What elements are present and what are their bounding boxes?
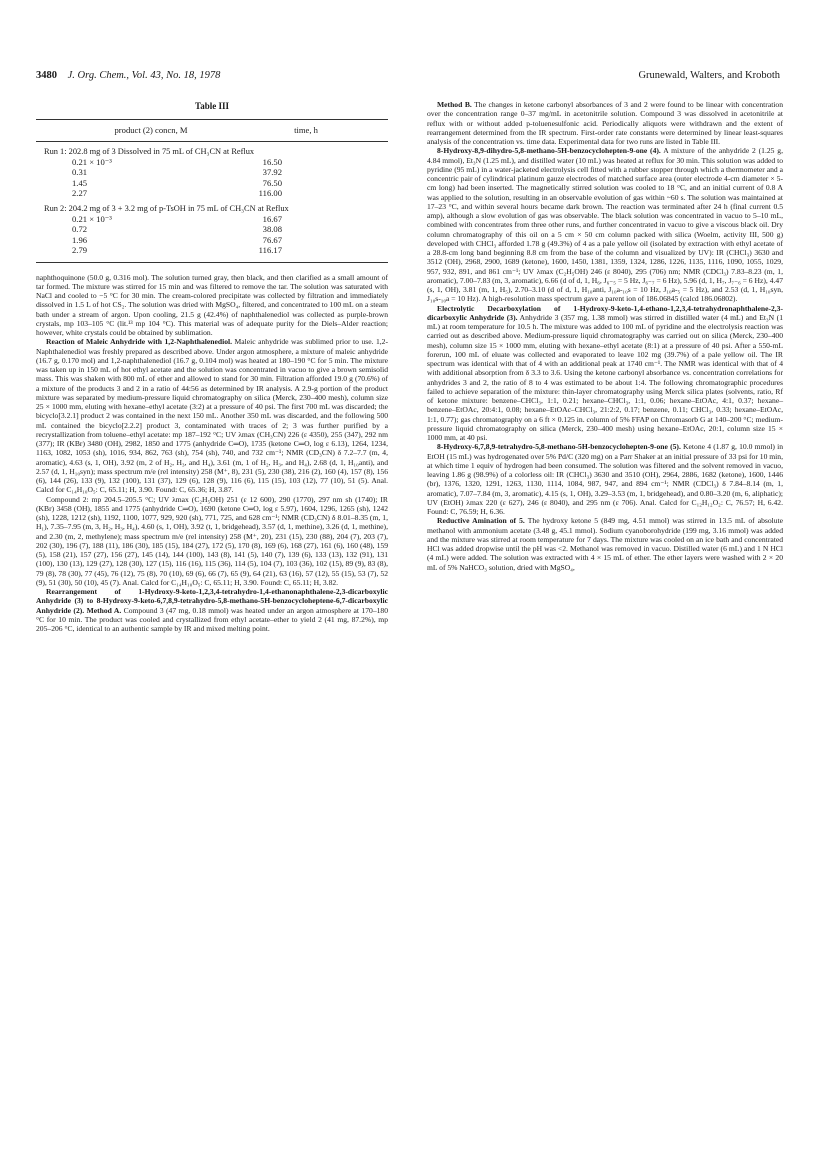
table-iii xyxy=(36,102,388,263)
section-heading: Rearrangement of 1-Hydroxy-9-keto-1,2,3,4-tetrahydro-1,4-ethanonaphthalene-2,3-dicarboxylic Anhydride (3) to 8-Hydroxy-9-keto-6,7,8,9-tetrahydro-5,8-methano-5H-benzocycloheptene-6,7-dicarboxylic Anhydride (2). Method A. xyxy=(36,587,388,615)
table-row xyxy=(36,245,388,256)
time-cell: 16.67 xyxy=(262,213,282,224)
run-caption: Run 1: 202.8 mg of 3 Dissolved in 75 mL of CH₃CN at Reflux xyxy=(44,146,255,156)
paragraph-text: The hydroxy ketone 5 (849 mg, 4.51 mmol) was stirred in 13.5 mL of absolute methanol with ammonium acetate (3.48 g, 45.1 mmol). Sodium cyanoborohydride (199 mg, 3.16 mmol) was added and the mixture was stirred at room temperature for 7 days. The mixture was cooled on an ice bath and concentrated HCl was added dropwise until the pH was <2. Methanol was removed in vacuo. Distilled water (6 mL) and 1 N HCl (4 mL) were added. The solution was extracted with 4 × 15 mL of ether. The ether layers were washed with 2 × 20 mL of 5% NaHCO₃ solution, dried with MgSO₄, xyxy=(427,516,784,572)
section-heading: 8-Hydroxy-8,9-dihydro-5,8-methano-5H-benzocyclohepten-9-one (4). xyxy=(437,146,661,156)
time-cell: 116.17 xyxy=(258,245,282,255)
paragraph-maleic-anhydride xyxy=(36,337,388,494)
time-cell: 76.50 xyxy=(262,177,282,188)
paragraph-text: The changes in ketone carbonyl absorbances of 3 and 2 were found to be linear with concentration over the concentration range 0–37 mg/mL in acetonitrile solution. Compound 3 was dissolved in acetonitrile at reflux with or without added p-toluenesulfonic acid. Periodically aliquots were withdrawn and the extent of rearrangement determined from the IR spectrum. First-order rate constants were determined by linear least-squares analysis of the concentration vs. time data. Experimental data for two runs are listed in Table III. xyxy=(427,100,784,146)
page-number: 3480 xyxy=(36,70,57,81)
table-col-concn: product (2) concn, M xyxy=(114,125,188,136)
section-heading: Reductive Amination of 5. xyxy=(437,516,525,526)
table-col-time: time, h xyxy=(294,125,318,136)
paragraph-naphthoquinone: naphthoquinone (50.0 g, 0.316 mol). The solution turned gray, then black, and then clarified as a small amount of tar formed. The mixture was stirred for 15 min and was filtered to remove the tar. The solution was saturated with NaCl and cooled to −5 °C for 30 min. The cream-colored precipitate was collected by filtration and immediately dissolved in 1.5 L of hot CS₂. The solution was dried with MgSO₄, filtered, and concentrated to 100 mL on a steam bath under a stream of argon. Upon cooling, 21.5 g (42.4%) of naphthalenediol was collected as purple-brown crystals, mp 103–105 °C (lit.¹³ mp 104 °C). This material was of adequate purity for the Diels–Alder reaction; however, white crystals could be obtained by sublimation. xyxy=(36,272,388,337)
table-header-rule xyxy=(36,141,388,142)
concn-cell: 2.27 xyxy=(72,188,88,198)
table-row xyxy=(36,235,388,246)
page-header xyxy=(36,70,780,84)
run-caption: Run 2: 204.2 mg of 3 + 3.2 mg of p-TsOH in 75 mL of CH₃CN at Reflux xyxy=(44,203,289,213)
concn-cell: 1.96 xyxy=(72,234,88,245)
concn-cell: 0.21 × 10⁻³ xyxy=(72,213,112,224)
table-run-2 xyxy=(36,204,388,256)
section-heading: 8-Hydroxy-6,7,8,9-tetrahydro-5,8-methano-5H-benzocyclohepten-9-one (5). xyxy=(437,442,681,452)
time-cell: 38.08 xyxy=(262,224,282,234)
paragraph-compound-2: Compound 2: mp 204.5–205.5 °C; UV λmax (C₂H₅OH) 251 (ε 12 600), 290 (1770), 297 nm sh (1740); IR (KBr) 3458 (OH), 1855 and 1775 (anhydride C═O), 1690 (ketone C═O, log ε 5.97), 1604, 1296, 1265 (sh), 1242 (sh), 1228, 1212 (sh), 1192, 1100, 1077, 929, 920 (sh), 771, 725, and 628 cm⁻¹; NMR (CD₃CN) δ 8.01–8.35 (m, 1, H₁), 7.35–7.95 (m, 3, H₂, H₃, H₄), 4.60 (s, 1, OH), 3.92 (t, 1, bridgehead), 3.57 (d, 1, methine), 3.26 (d, 1, methine), and 2.30 (m, 2, methylene); mass spectrum m/e (rel intensity) 258 (M⁺, 20), 231 (15), 230 (88), 204 (7), 203 (7), 202 (30), 196 (7), 188 (11), 186 (30), 185 (15), 184 (27), 172 (5), 170 (8), 169 (6), 168 (27), 161 (6), 160 (48), 159 (5), 158 (21), 157 (27), 156 (27), 145 (14), 144 (100), 143 (8), 141 (5), 140 (7), 139 (6), 133 (13), 132 (91), 131 (100), 130 (13), 129 (27), 128 (30), 127 (15), 116 (16), 115 (36), 114 (5), 104 (7), 103 (36), 102 (15), 89 (9), 83 (8), 79 (8), 78 (30), 77 (45), 76 (12), 75 (8), 70 (10), 69 (6), 66 (7), 65 (9), 64 (21), 63 (16), 57 (12), 55 (15), 53 (7), 52 (9), 51 (30), 50 (10), 45 (7). Anal. Calcd for C₁₄H₁₀O₅: C, 65.11; H, 3.90. Found: C, 65.11; H, 3.82. xyxy=(36,494,388,587)
table-row xyxy=(36,178,388,189)
paragraph-text: Maleic anhydride was sublimed prior to use. 1,2-Naphthalenediol was freshly prepared as described above. Under argon atmosphere, a mixture of maleic anhydride (16.7 g, 0.170 mol) and 1,2-naphthalenediol (16.7 g, 0.104 mol) was heated at 180–190 °C for 5 min. The mixture was taken up in 150 mL of hot ethyl acetate and the solution was concentrated in vacuo to give a brown semisolid mass. This was shaken with 800 mL of ether and allowed to stand for 30 min. Filtration afforded 19.0 g (70.6%) of a mixture of the products 3 and 2 in a ratio of 44:56 as determined by IR analysis. A 2.9-g portion of the product mixture was separated by medium-pressure liquid chromatography on silica (Merck, 230–400 mesh), column size 25 × 1000 mm, eluting with hexane–ethyl acetate (3:2) at a pressure of 40 psi. The first 700 mL was discarded; the bicyclo[3.2.1] product 2 was contained in the next 150 mL. Another 350 mL was discarded, and the following 500 mL contained the bicyclo[2.2.2] product 3, contaminated with traces of 2; 3 was further purified by a recrystallization from toluene–ethyl acetate: mp 187–192 °C; UV λmax (CH₃CN) 226 (ε 4350), 255 (347), 292 nm (377); IR (KBr) 3480 (OH), 2982, 1850 and 1775 (anhydride C═O), 1735 (ketone C═O, log ε 6.13), 1264, 1234, 1163, 1082, 1053 (sh), 1016, 934, 862, 763 (sh), 754 (sh), 740, and 732 cm⁻¹; NMR (CD₃CN) δ 7.2–7.7 (m, 4, aromatic), 4.63 (s, 1, OH), 3.92 (m, 2 of H₂, H₃, and H₄), 3.61 (m, 1 of H₂, H₃, and H₄), 2.68 (d, 1, H₁₀anti), and 2.57 (d, 1, H₁₀syn); mass spectrum m/e (rel intensity) 258 (M⁺, 8), 231 (5), 230 (38), 216 (2), 160 (4), 157 (8), 156 (6), 144 (26), 133 (9), 132 (100), 131 (37), 129 (6), 128 (9), 116 (6), 115 (15), 103 (12), 77 (10), 51 (5). Anal. Calcd for C₁₄H₁₀O₅: C, 65.11; H, 3.90. Found: C, 65.36; H, 3.87. xyxy=(36,337,389,495)
paragraph-method-b xyxy=(427,100,783,146)
table-bottom-rule xyxy=(36,262,388,263)
paragraph-text: A mixture of the anhydride 2 (1.25 g, 4.84 mmol), Et₃N (1.25 mL), and distilled water (10 mL) was heated at reflux for 30 min. This solution was added to pyridine (95 mL) in a water-jacketed electrolysis cell fitted with a rubber stopper through which a thermometer and a concentric pair of cylindrical platinum gauze electrodes of matched surface area (outer electrode 4-cm diameter × 5-cm long) had been inserted. The magnetically stirred solution was cooled to 18 °C, and an initial current of 0.8 A was applied to the solution, resulting in an observable evolution of gas within ~60 s. The solution was maintained at 17–23 °C, and within several hours became dark brown. The reaction was terminated after 24 h (final current 0.5 amp), although a slow evolution of gas was observable. The black solution was concentrated in vacuo to 5–10 mL, combined with concentrates from three other runs, and further concentrated in vacuo to give a viscous black oil. Dry column chromatography of this oil on a 5 cm × 50 cm column packed with silica (Woelm, activity III, 500 g) developed with CHCl₃ afforded 1.78 g (49.3%) of 4 as a pale yellow oil (isolated by extraction with ethyl acetate of a 28.8-cm long band beginning 8.8 cm from the base of the column and visualized by UV): IR (CHCl₃) 3630 and 3512 (OH), 2968, 2900, 1689 (ketone), 1600, 1450, 1381, 1359, 1324, 1286, 1226, 1135, 1116, 1090, 1055, 1029, 957, 932, 891, and 861 cm⁻¹; UV λmax (C₂H₅OH) 246 (ε 8040), 295 (706) nm; NMR (CDCl₃) 7.83–8.23 (m, 1, aromatic), 7.00–7.83 (m, 3, aromatic), 6.66 (d of d, 1, H₆, J₆₋₅ = 5 Hz, J₆₋₇ = 6 Hz), 5.96 (d, 1, H₇, J₇₋₆ = 6 Hz), 4.47 (s, 1, OH), 3.81 (m, 1, H₅), 2.70–3.10 (d of d, 1, H₁₀anti, J₁₀a-₁₀s = 10 Hz, J₁₀a-₅ = 5 Hz), and 2.53 (d, 1, H₁₀syn, J₁₀s-₁₀a = 10 Hz). A high-resolution mass spectrum gave a parent ion of 186.06845 (calcd 186.06802). xyxy=(427,146,783,304)
table-title: Table III xyxy=(195,101,229,111)
time-cell: 37.92 xyxy=(262,167,282,177)
paragraph-compound-5 xyxy=(427,442,783,516)
paragraph-text: Ketone 4 (1.87 g, 10.0 mmol) in EtOH (15 mL) was hydrogenated over 5% Pd/C (320 mg) on a Parr Shaker at an initial pressure of 33 psi for 10 min, at which time 1 equiv of hydrogen had been consumed. The solution was filtered and the solvent removed in vacuo, leaving 1.86 g (98.9%) of a colorless oil: IR (CHCl₃) 3630 and 3510 (OH), 2964, 2886, 1682 (ketone), 1600, 1446 (br), 1376, 1320, 1291, 1263, 1130, 1114, 1084, 987, 947, and 894 cm⁻¹; NMR (CDCl₃) δ 7.84–8.14 (m, 1, aromatic), 7.07–7.84 (m, 3, aromatic), 4.15 (s, 1, OH), 3.29–3.53 (m, 1, bridgehead), and 0.80–3.20 (m, 6, aliphatic); UV (EtOH) λmax 220 (ε 627), 246 (ε 8040), and 295 nm (ε 706). Anal. Calcd for C₁₂H₁₂O₂: C, 76.57; H, 6.42. Found: C, 76.59; H, 6.36. xyxy=(427,442,783,516)
concn-cell: 2.79 xyxy=(72,245,88,255)
journal-citation: J. Org. Chem., Vol. 43, No. 18, 1978 xyxy=(67,70,221,81)
time-cell: 116.00 xyxy=(258,188,282,198)
right-column xyxy=(427,100,783,572)
paragraph-electrolytic xyxy=(427,304,783,443)
paragraph-text: Anhydride 3 (357 mg, 1.38 mmol) was stirred in distilled water (4 mL) and Et₃N (1 mL) at room temperature for 10.5 h. The mixture was added to 100 mL of pyridine and the electrolysis reaction was carried out as described above. Medium-pressure liquid chromatography was carried out on silica (Merck, 230–400 mesh), column size 15 × 1000 mm, eluting with hexane–ethyl acetate (8:1) at a pressure of 40 psi. After a 550-mL forerun, 100 mL of eluate was collected and evaporated to leave 102 mg (39.7%) of a pale yellow oil. The IR spectrum was identical with that of 4 with an additional peak at 1740 cm⁻¹. The NMR was identical with that of 4 with additional absorption from δ 3.3 to 3.6. Using the ketone carbonyl absorbance vs. concentration correlations for anhydrides 3 and 2, the ratio of 8 to 4 was estimated to be about 1:4. The following chromatographic procedures failed to achieve separation of the mixture: thin-layer chromatography using Merck silica plates (solvents, ratio, Rf of ketone mixture: benzene–CHCl₃, 1:1, 0.21; hexane–CHCl₃, 1:1, 0.06; hexane–EtOAc, 4:1, 0.37; hexane–benzene–EtOAc, 20:4:1, 0.08; hexane–EtOAc–CHCl₃, 21:2:2, 0.17; benzene, 0.11; CHCl₃, 0.33; hexane–EtOAc, 1:1, 0.77); gas chromatography on a 6 ft × 0.125 in. column of 5% FFAP on Chromasorb G at 140–200 °C; medium-pressure liquid chromatography on silica (Merck, 230–400 mesh) using hexane–EtOAc, 20:1, column size 15 × 1000 mm, at 40 psi. xyxy=(427,312,784,442)
header-authors: Grunewald, Walters, and Kroboth xyxy=(638,70,780,81)
concn-cell: 0.72 xyxy=(72,224,88,234)
table-row xyxy=(36,214,388,225)
table-row xyxy=(36,224,388,235)
left-column xyxy=(36,100,388,633)
table-row xyxy=(36,157,388,168)
time-cell: 76.67 xyxy=(262,234,282,245)
table-run-1 xyxy=(36,147,388,199)
section-heading: Electrolytic Decarboxylation of 1-Hydroxy-9-keto-1,4-ethano-1,2,3,4-tetrahydronaphthalene-2,3-dicarboxylic Anhydride (3). xyxy=(427,303,783,322)
table-row xyxy=(36,188,388,199)
concn-cell: 1.45 xyxy=(72,177,88,188)
section-heading: Method B. xyxy=(437,100,472,109)
table-row xyxy=(36,167,388,178)
concn-cell: 0.21 × 10⁻³ xyxy=(72,156,112,167)
table-header-row xyxy=(36,120,388,140)
header-left xyxy=(36,70,220,81)
concn-cell: 0.31 xyxy=(72,167,88,177)
paragraph-text: Compound 3 (47 mg, 0.18 mmol) was heated under an argon atmosphere at 170–180 °C for 10 min. The product was cooled and crystallized from ethyl acetate–ether to yield 2 (41 mg, 87.2%), mp 205–206 °C, identical to an authentic sample by IR and mixed melting point. xyxy=(36,605,389,633)
paragraph-compound-4 xyxy=(427,146,783,303)
section-heading: Reaction of Maleic Anhydride with 1,2-Naphthalenediol. xyxy=(46,337,233,347)
paragraph-rearrangement xyxy=(36,587,388,633)
paragraph-reductive-amination xyxy=(427,516,783,572)
time-cell: 16.50 xyxy=(262,156,282,167)
